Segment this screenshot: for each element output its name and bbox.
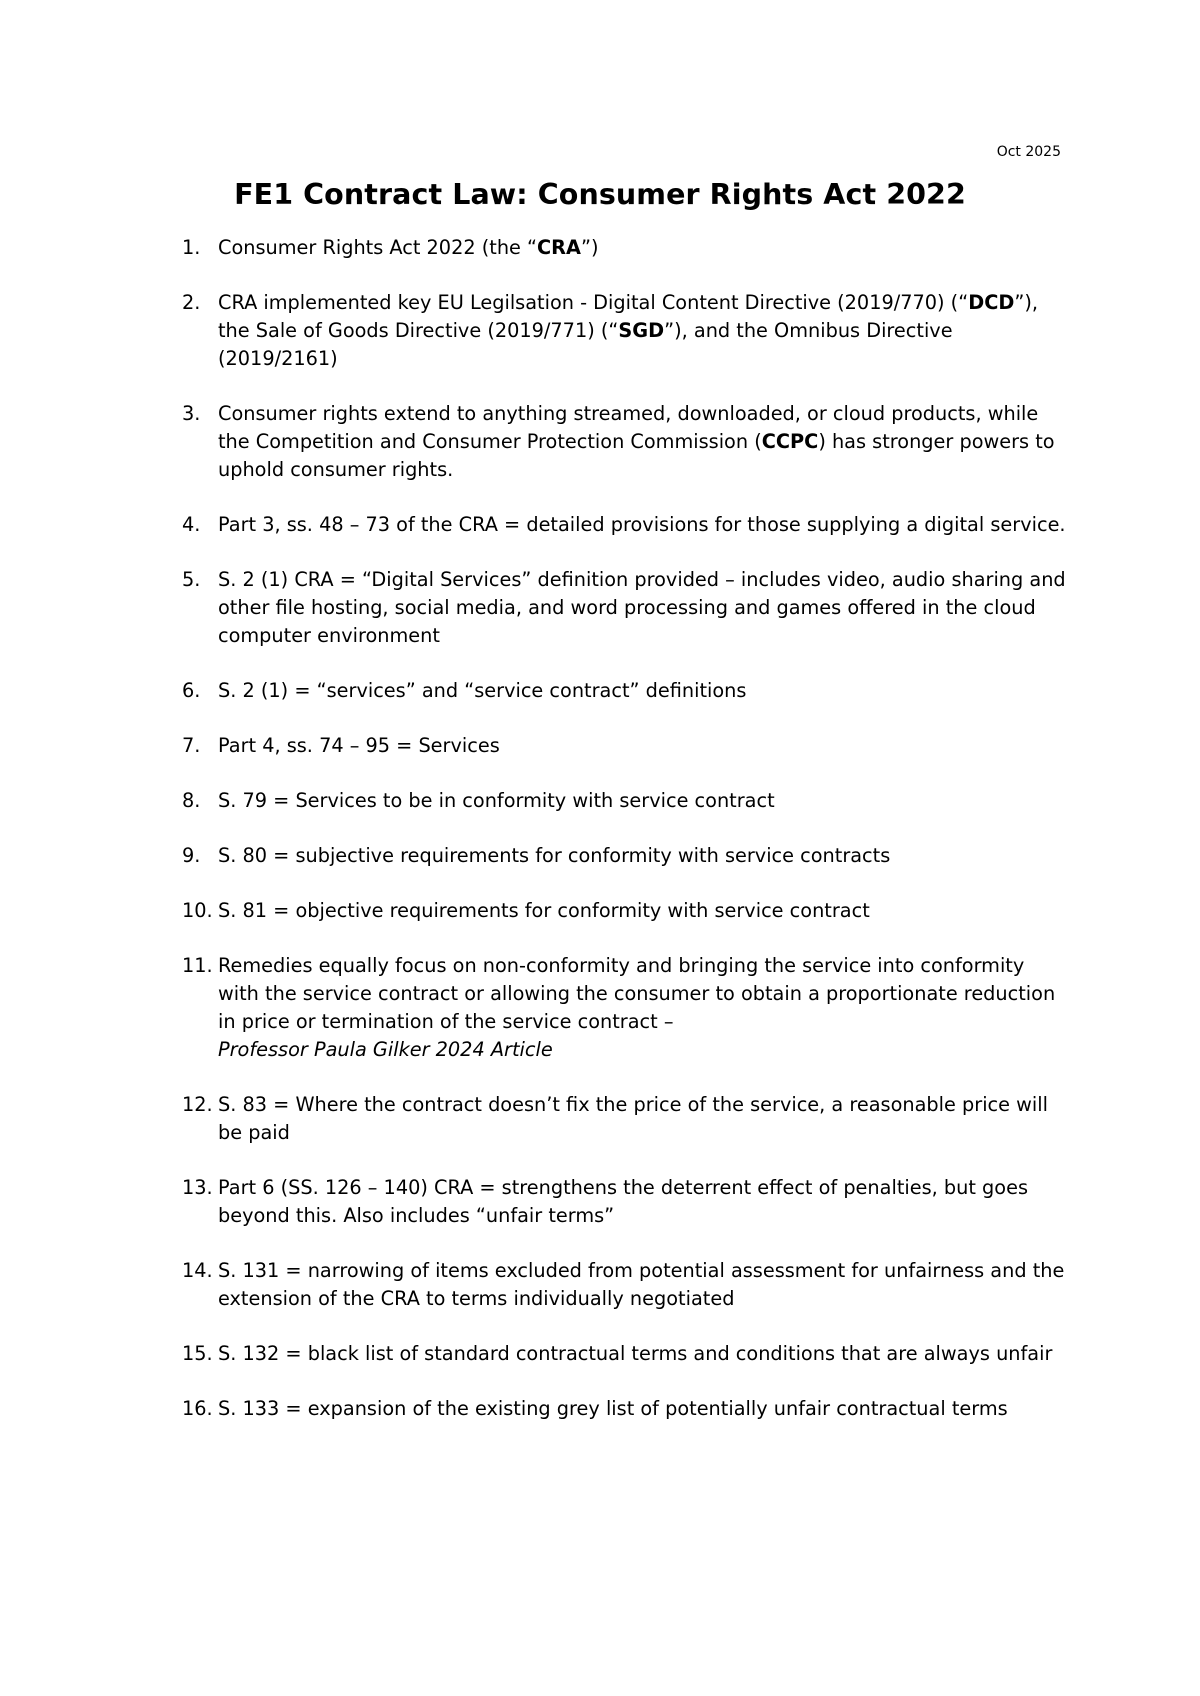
list-item (182, 511, 1068, 539)
list-item-number: 1. (182, 236, 201, 259)
list-item-text: Remedies equally focus on non-conformity and bringing the service into conformity with the service contract or allowing the consumer to obtain a proportionate reduction in price or termination of the service contract – (218, 954, 1056, 1033)
list-item-text: Part 6 (SS. 126 – 140) CRA = strengthens the deterrent effect of penalties, but goes beyond this. Also includes “unfair terms” (218, 1176, 1028, 1227)
document-date: Oct 2025 (996, 144, 1061, 160)
list-item-number: 15. (182, 1342, 213, 1365)
list-item (182, 842, 1068, 870)
list-item (182, 1174, 1068, 1230)
list-item-number: 11. (182, 954, 213, 977)
list-item-number: 16. (182, 1397, 213, 1420)
bold-abbreviation: SGD (618, 319, 665, 342)
list-item-text: S. 83 = Where the contract doesn’t fix the price of the service, a reasonable price will be paid (218, 1093, 1048, 1144)
list-item (182, 732, 1068, 760)
list-item-number: 5. (182, 568, 201, 591)
document-title: FE1 Contract Law: Consumer Rights Act 2022 (234, 178, 966, 211)
list-item-number: 6. (182, 679, 201, 702)
list-item-number: 14. (182, 1259, 213, 1282)
list-item (182, 1091, 1068, 1147)
list-item-text: S. 81 = objective requirements for conformity with service contract (218, 899, 870, 922)
citation: Professor Paula Gilker 2024 Article (218, 1038, 553, 1061)
list-item-text: S. 79 = Services to be in conformity with service contract (218, 789, 775, 812)
list-item-number: 2. (182, 291, 201, 314)
list-item: 1. Consumer Rights Act 2022 (the “CRA”) (218, 234, 1068, 262)
bold-abbreviation: CCPC (761, 430, 819, 453)
list-item (182, 1340, 1068, 1368)
list-item-text: S. 133 = expansion of the existing grey list of potentially unfair contractual terms (218, 1397, 1008, 1420)
list-item-text: Part 4, ss. 74 – 95 = Services (218, 734, 500, 757)
bold-abbreviation: DCD (968, 291, 1015, 314)
list-item-text: S. 80 = subjective requirements for conformity with service contracts (218, 844, 891, 867)
list-item-text: S. 131 = narrowing of items excluded from potential assessment for unfairness and the extension of the CRA to terms individually negotiated (218, 1259, 1065, 1310)
list-item: 2. CRA implemented key EU Legilsation - Digital Content Directive (2019/770) (“DCD”), the Sale of Goods Directive (2019/771) (“SGD”), and the Omnibus Directive (2019/2161) (182, 291, 1039, 370)
list-item (182, 787, 1068, 815)
list-item-number: 9. (182, 844, 201, 867)
list-item: 3. Consumer rights extend to anything streamed, downloaded, or cloud products, while the Competition and Consumer Protection Commission (CCPC) has stronger powers to uphold consumer rights. (182, 402, 1055, 481)
list-item-number: 4. (182, 513, 201, 536)
list-item (182, 1395, 1068, 1423)
list-item (182, 897, 1068, 925)
bold-abbreviation: CRA (537, 236, 581, 259)
list-item-number: 3. (182, 402, 201, 425)
numbered-list (182, 234, 1068, 1450)
list-item-text: S. 2 (1) CRA = “Digital Services” definition provided – includes video, audio sharing and other file hosting, social media, and word processing and games offered in the cloud computer environment (218, 568, 1066, 647)
list-item (182, 566, 1068, 650)
list-item-number: 10. (182, 899, 213, 922)
list-item-text: Part 3, ss. 48 – 73 of the CRA = detailed provisions for those supplying a digital service. (218, 513, 1066, 536)
list-item (182, 677, 1068, 705)
list-item (182, 1257, 1068, 1313)
list-item-number: 8. (182, 789, 201, 812)
list-item-number: 13. (182, 1176, 213, 1199)
list-item-text: S. 2 (1) = “services” and “service contract” definitions (218, 679, 747, 702)
list-item-text: S. 132 = black list of standard contractual terms and conditions that are always unfair (218, 1342, 1053, 1365)
list-item-number: 12. (182, 1093, 213, 1116)
list-item-number: 7. (182, 734, 201, 757)
list-item (182, 952, 1068, 1064)
